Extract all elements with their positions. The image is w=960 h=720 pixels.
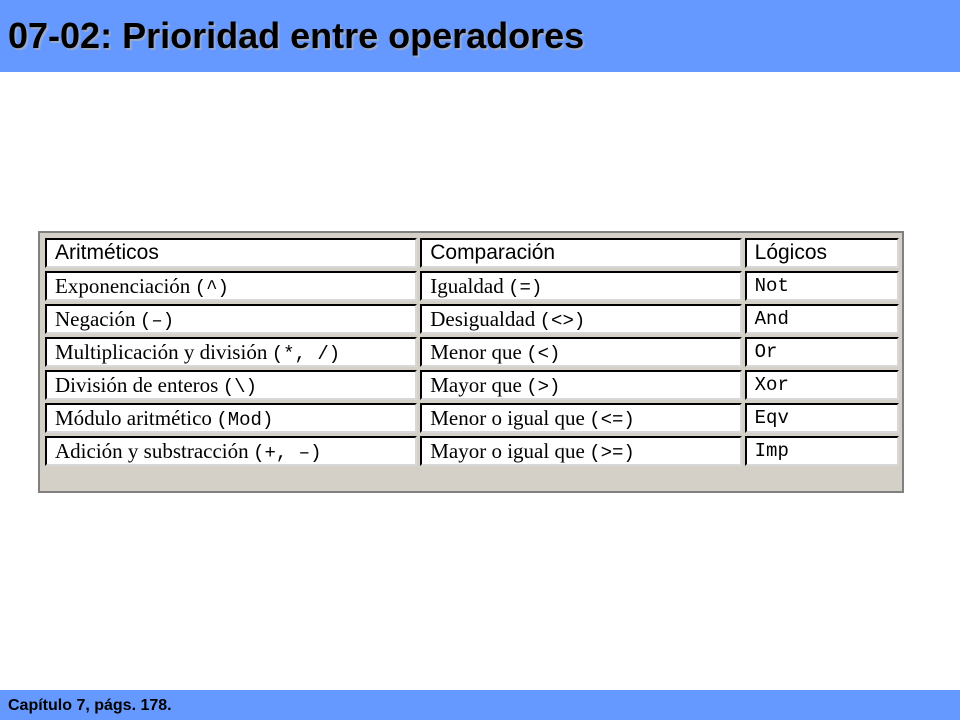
comparison-name: Desigualdad — [430, 306, 536, 331]
arithmetic-cell — [45, 304, 417, 334]
logical-operator: Or — [754, 341, 778, 363]
comparison-name: Menor que — [430, 339, 522, 364]
arithmetic-name: Adición y substracción — [55, 438, 249, 463]
table-row — [45, 337, 899, 367]
logical-cell — [745, 403, 899, 433]
comparison-name: Mayor o igual que — [430, 438, 585, 463]
comparison-cell — [420, 436, 741, 466]
arithmetic-operator: (+, –) — [253, 441, 322, 464]
arithmetic-operator: (^) — [194, 276, 229, 299]
comparison-operator: (>) — [526, 375, 561, 398]
header-arithmetic: Aritméticos — [45, 238, 417, 268]
arithmetic-name: Multiplicación y división — [55, 339, 268, 364]
logical-cell — [745, 304, 899, 334]
logical-operator: Imp — [754, 440, 789, 462]
comparison-name: Igualdad — [430, 273, 504, 298]
logical-cell — [745, 370, 899, 400]
comparison-operator: (<>) — [539, 309, 586, 332]
table-header-row — [45, 238, 899, 268]
operator-precedence-table — [42, 235, 902, 469]
arithmetic-cell — [45, 370, 417, 400]
arithmetic-name: División de enteros — [55, 372, 219, 397]
table-row — [45, 436, 899, 466]
comparison-operator: (<=) — [589, 408, 635, 431]
logical-cell — [745, 337, 899, 367]
comparison-cell — [420, 304, 741, 334]
arithmetic-cell — [45, 337, 417, 367]
table-row — [45, 370, 899, 400]
footer-reference: Capítulo 7, págs. 178. — [8, 697, 172, 714]
arithmetic-cell — [45, 403, 417, 433]
arithmetic-cell — [45, 436, 417, 466]
comparison-operator: (=) — [508, 276, 543, 299]
arithmetic-name: Negación — [55, 306, 136, 331]
arithmetic-operator: (\) — [222, 375, 257, 398]
slide-title: 07-02: Prioridad entre operadores — [8, 15, 585, 56]
table-row — [45, 403, 899, 433]
header-comparison: Comparación — [420, 238, 741, 268]
table-row — [45, 271, 899, 301]
logical-cell — [745, 436, 899, 466]
header-logical: Lógicos — [745, 238, 899, 268]
comparison-operator: (>=) — [589, 441, 635, 464]
comparison-name: Menor o igual que — [430, 405, 585, 430]
arithmetic-operator: (Mod) — [216, 408, 274, 431]
logical-operator: Xor — [754, 374, 789, 396]
arithmetic-name: Módulo aritmético — [55, 405, 212, 430]
comparison-operator: (<) — [526, 342, 561, 365]
operator-table-frame — [38, 231, 904, 493]
logical-cell — [745, 271, 899, 301]
arithmetic-name: Exponenciación — [55, 273, 191, 298]
arithmetic-cell — [45, 271, 417, 301]
comparison-cell — [420, 370, 741, 400]
comparison-cell — [420, 271, 741, 301]
logical-operator: And — [754, 308, 789, 330]
logical-operator: Eqv — [754, 407, 789, 429]
title-bar — [0, 0, 960, 72]
comparison-cell — [420, 337, 741, 367]
arithmetic-operator: (–) — [139, 309, 175, 332]
logical-operator: Not — [754, 275, 789, 297]
arithmetic-operator: (*, /) — [271, 342, 341, 365]
footer-bar — [0, 690, 960, 720]
comparison-cell — [420, 403, 741, 433]
table-row — [45, 304, 899, 334]
comparison-name: Mayor que — [430, 372, 522, 397]
